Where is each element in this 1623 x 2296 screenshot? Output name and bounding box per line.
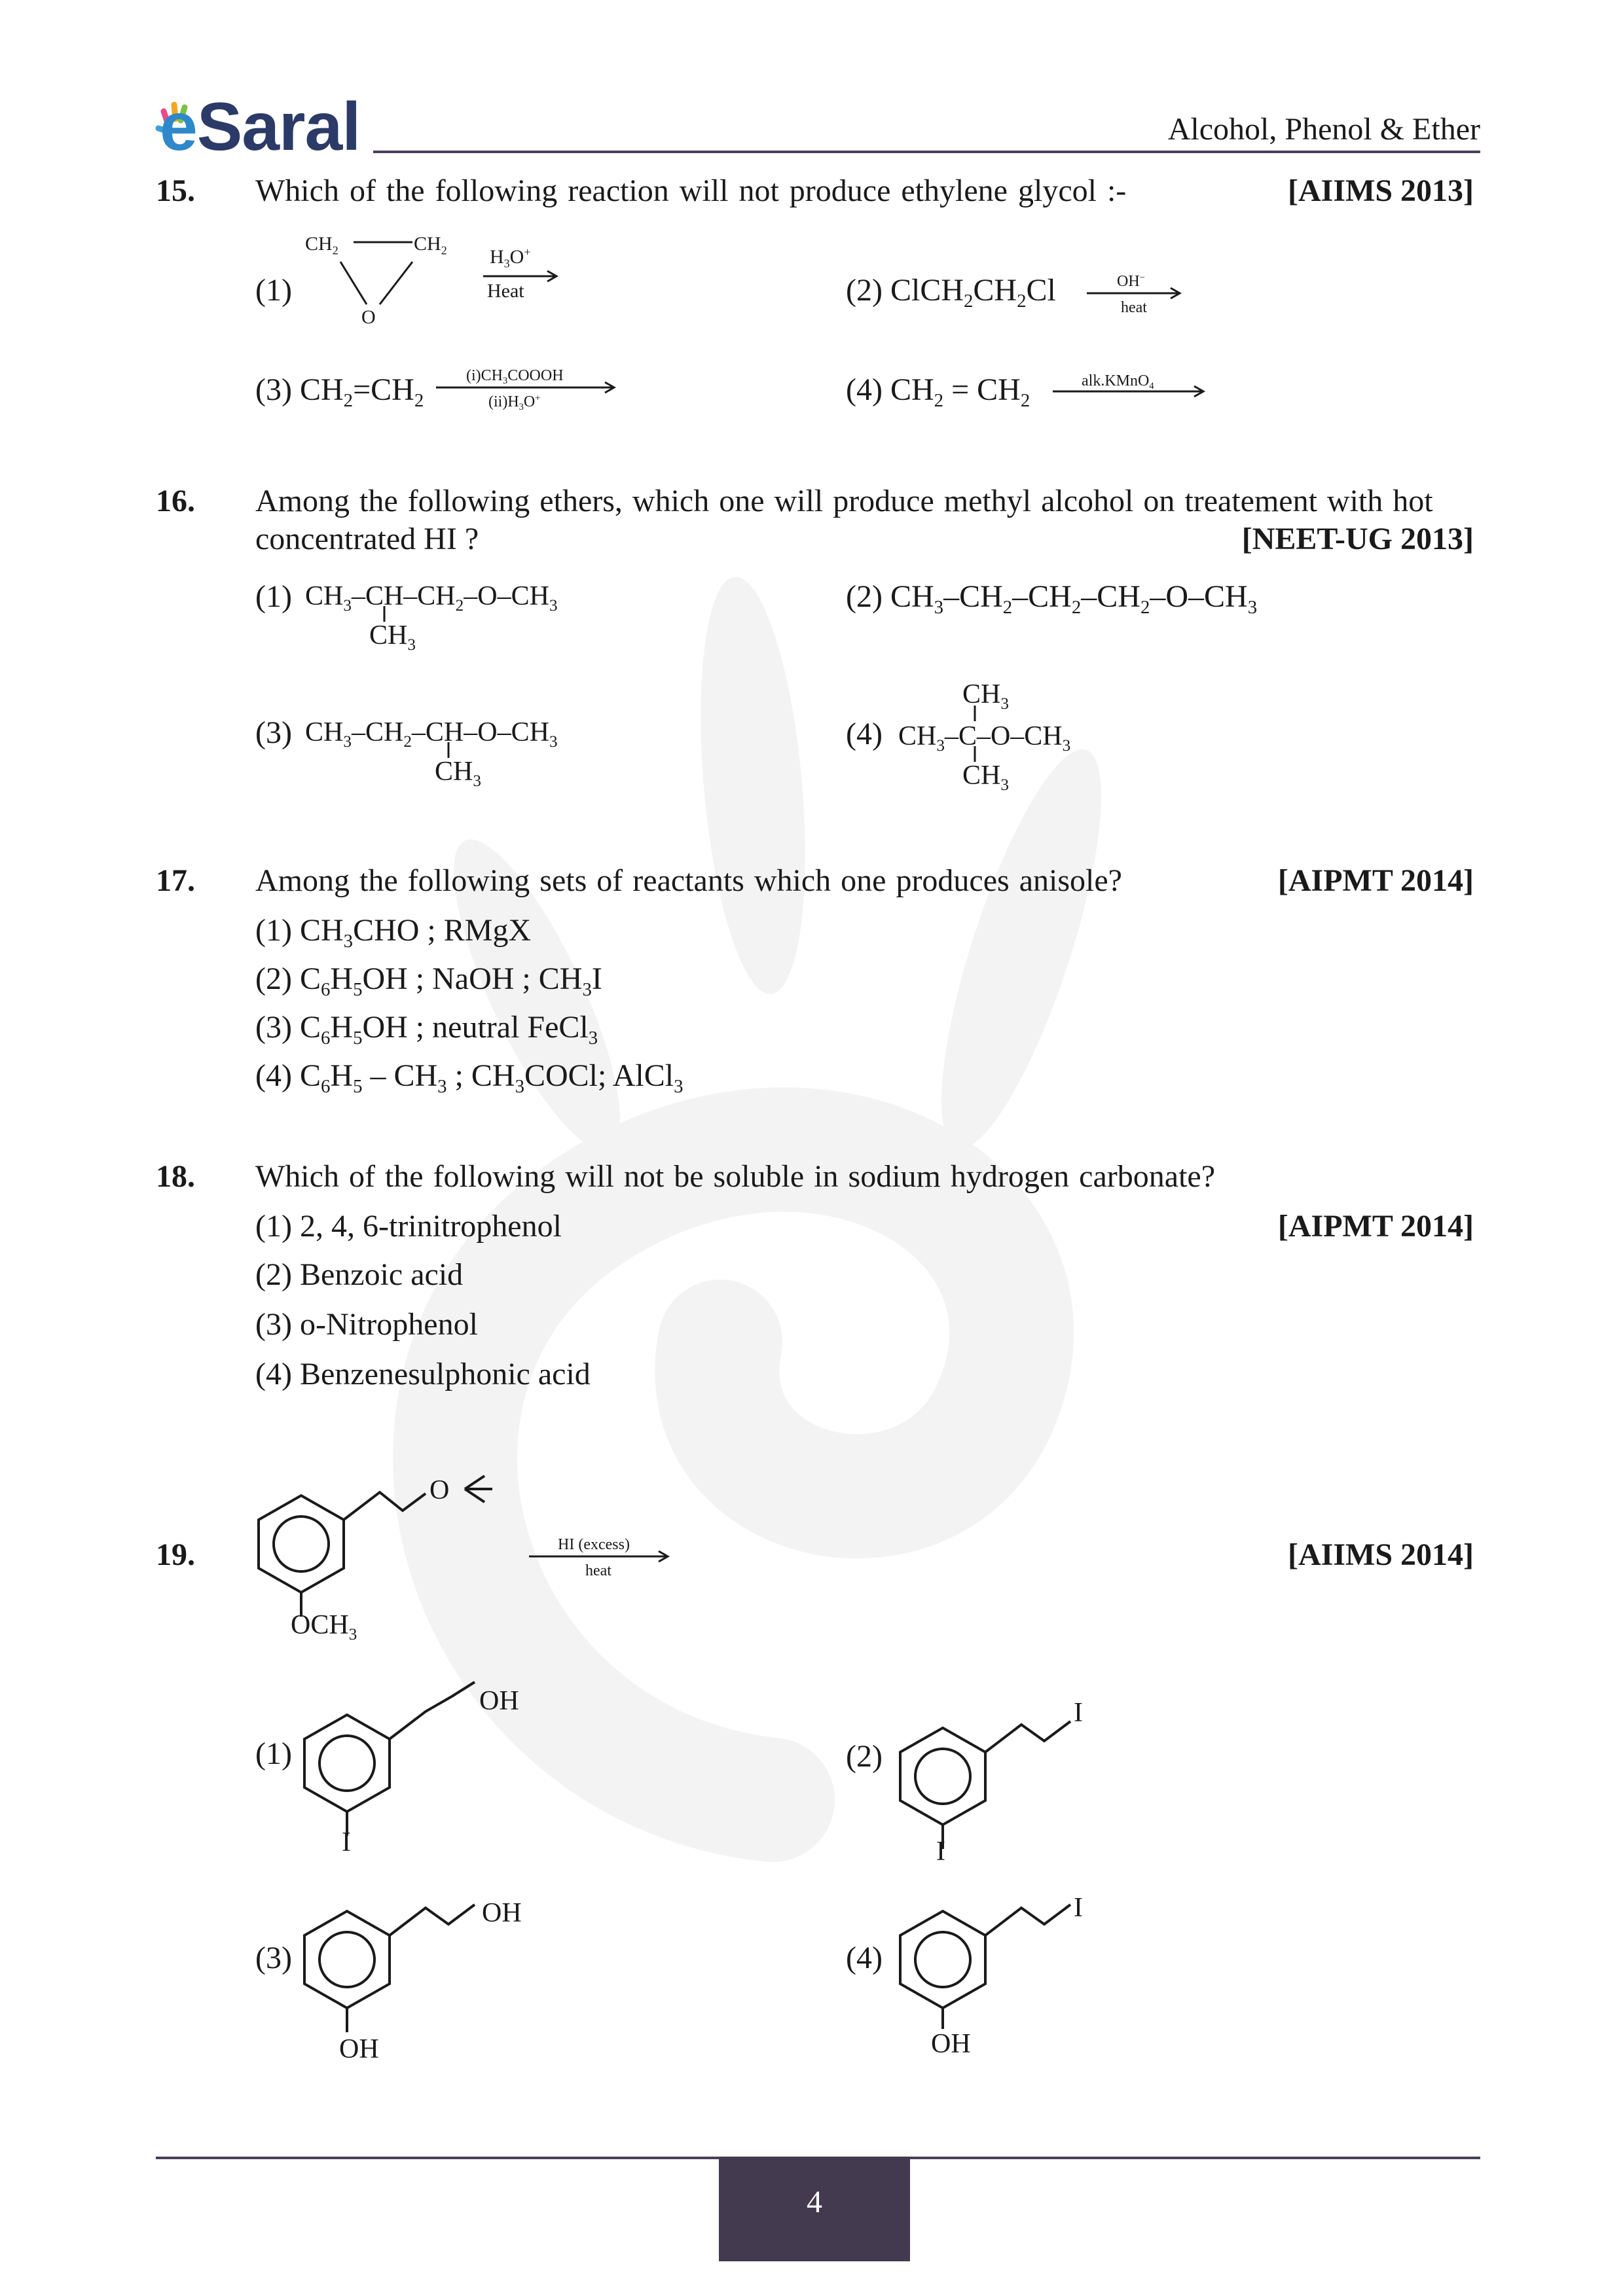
question-text-cont: concentrated HI ? — [255, 522, 479, 556]
exam-tag: [NEET-UG 2013] — [1241, 522, 1474, 556]
reaction-arrow — [436, 381, 619, 394]
option-text: (1) $CH_3CHO$ ; RMgX — [255, 913, 532, 952]
reagent: alk.KMnO$_4$ — [1082, 372, 1154, 392]
page-number-box — [719, 2157, 910, 2261]
epoxide-bonds — [327, 236, 432, 314]
formula: $CH_3-C-O-CH_3$ — [898, 721, 1071, 755]
epoxide-ch2-right: $CH_2$ — [414, 233, 447, 257]
option-label: (4) — [846, 1941, 883, 1975]
option-text: (4) Benzenesulphonic acid — [255, 1357, 591, 1391]
option-structure — [295, 1885, 504, 2042]
question-number: 18. — [156, 1159, 195, 1194]
substituent-top: I — [1074, 1698, 1083, 1728]
option-text: (3) $CH_2=CH_2$ — [255, 372, 424, 412]
reaction-arrow — [1053, 385, 1210, 398]
substituent-bottom: I — [342, 1827, 351, 1857]
substituent-bottom: I — [936, 1837, 945, 1867]
option-text: (3) $C_6H_5OH$ ; neutral FeCl$_3$ — [255, 1010, 598, 1049]
option-text: (2) $C_6H_5OH$ ; NaOH ; $CH_3I$ — [255, 961, 602, 1001]
reaction-arrow — [529, 1550, 673, 1563]
option-structure — [890, 1702, 1100, 1859]
option-label: (2) — [846, 1739, 883, 1774]
question-number: 19. — [156, 1537, 195, 1572]
condition: Heat — [487, 280, 524, 302]
option-structure — [295, 1689, 504, 1846]
condition: heat — [1121, 299, 1147, 316]
chapter-title: Alcohol, Phenol & Ether — [1167, 112, 1480, 147]
reagent: $(ii)H_3O^+$ — [488, 393, 541, 413]
question-number: 16. — [156, 484, 195, 518]
branch-top: $CH_3$ — [962, 679, 1009, 713]
reagent: $(i)CH_3COOOH$ — [466, 367, 564, 387]
option-label: (3) — [255, 1941, 292, 1975]
option-text: (2) $CH_3-CH_2-CH_2-CH_2-O-CH_3$ — [846, 579, 1258, 619]
ether-oxygen: O — [429, 1475, 450, 1505]
option-text: (2) $ClCH_2CH_2Cl$ — [846, 273, 1056, 312]
reagent: HI (excess) — [558, 1536, 630, 1553]
option-text: (3) o-Nitrophenol — [255, 1307, 478, 1342]
option-label: (1) — [255, 579, 292, 614]
exam-tag: [AIIMS 2014] — [1288, 1537, 1474, 1572]
option-label: (3) — [255, 715, 292, 750]
exam-tag: [AIIMS 2013] — [1288, 173, 1474, 208]
substituent-top: OH — [482, 1898, 522, 1928]
substituent-bottom: OH — [339, 2034, 379, 2064]
header-rule — [373, 151, 1480, 153]
option-text: (4) $C_6H_5 - CH_3$ ; $CH_3COCl$; AlCl$_3$ — [255, 1058, 684, 1098]
substituent-bottom: OH — [931, 2029, 971, 2059]
option-label: (1) — [255, 1736, 292, 1771]
substituent-top: OH — [479, 1686, 519, 1716]
branch-group: $CH_3$ — [369, 620, 416, 654]
question-number: 15. — [156, 173, 195, 208]
branch-group: $CH_3$ — [435, 757, 481, 790]
question-number: 17. — [156, 863, 195, 898]
question-text: Among the following ethers, which one will produce methyl alcohol on treatement with hot — [255, 484, 1433, 518]
question-text: Among the following sets of reactants which one produces anisole? — [255, 863, 1122, 898]
epoxide-ch2-left: $CH_2$ — [305, 233, 338, 257]
logo-text: Saral — [196, 89, 361, 165]
exam-tag: [AIPMT 2014] — [1277, 863, 1474, 898]
option-text: (1) 2, 4, 6-trinitrophenol — [255, 1209, 562, 1244]
epoxide-oxygen: O — [361, 306, 376, 328]
condition: heat — [585, 1562, 611, 1579]
substituent-top: I — [1074, 1893, 1083, 1923]
option-label: (4) — [846, 717, 883, 751]
methoxy-group: $OCH_3$ — [291, 1610, 357, 1643]
formula: $CH_3-CH-CH_2-O-CH_3$ — [305, 581, 558, 615]
option-structure — [890, 1885, 1100, 2042]
logo-e: e — [160, 89, 197, 165]
formula: $CH_3-CH_2-CH-O-CH_3$ — [305, 717, 558, 751]
esaral-logo — [156, 89, 361, 165]
exam-tag: [AIPMT 2014] — [1277, 1209, 1474, 1244]
reagent: OH− — [1117, 272, 1145, 290]
page-number: 4 — [807, 2185, 822, 2219]
option-text: (2) Benzoic acid — [255, 1257, 464, 1292]
reaction-arrow — [1087, 287, 1185, 300]
option-label: (1) — [255, 273, 292, 308]
question-text: Which of the following reaction will not produce ethylene glycol :- — [255, 173, 1127, 208]
reactant-structure — [249, 1460, 511, 1630]
option-text: (4) $CH_2 = CH_2$ — [846, 372, 1030, 412]
question-text: Which of the following will not be soluble in sodium hydrogen carbonate? — [255, 1159, 1216, 1194]
branch-bottom: $CH_3$ — [962, 761, 1009, 794]
reagent: $H_3O^+$ — [490, 245, 531, 270]
